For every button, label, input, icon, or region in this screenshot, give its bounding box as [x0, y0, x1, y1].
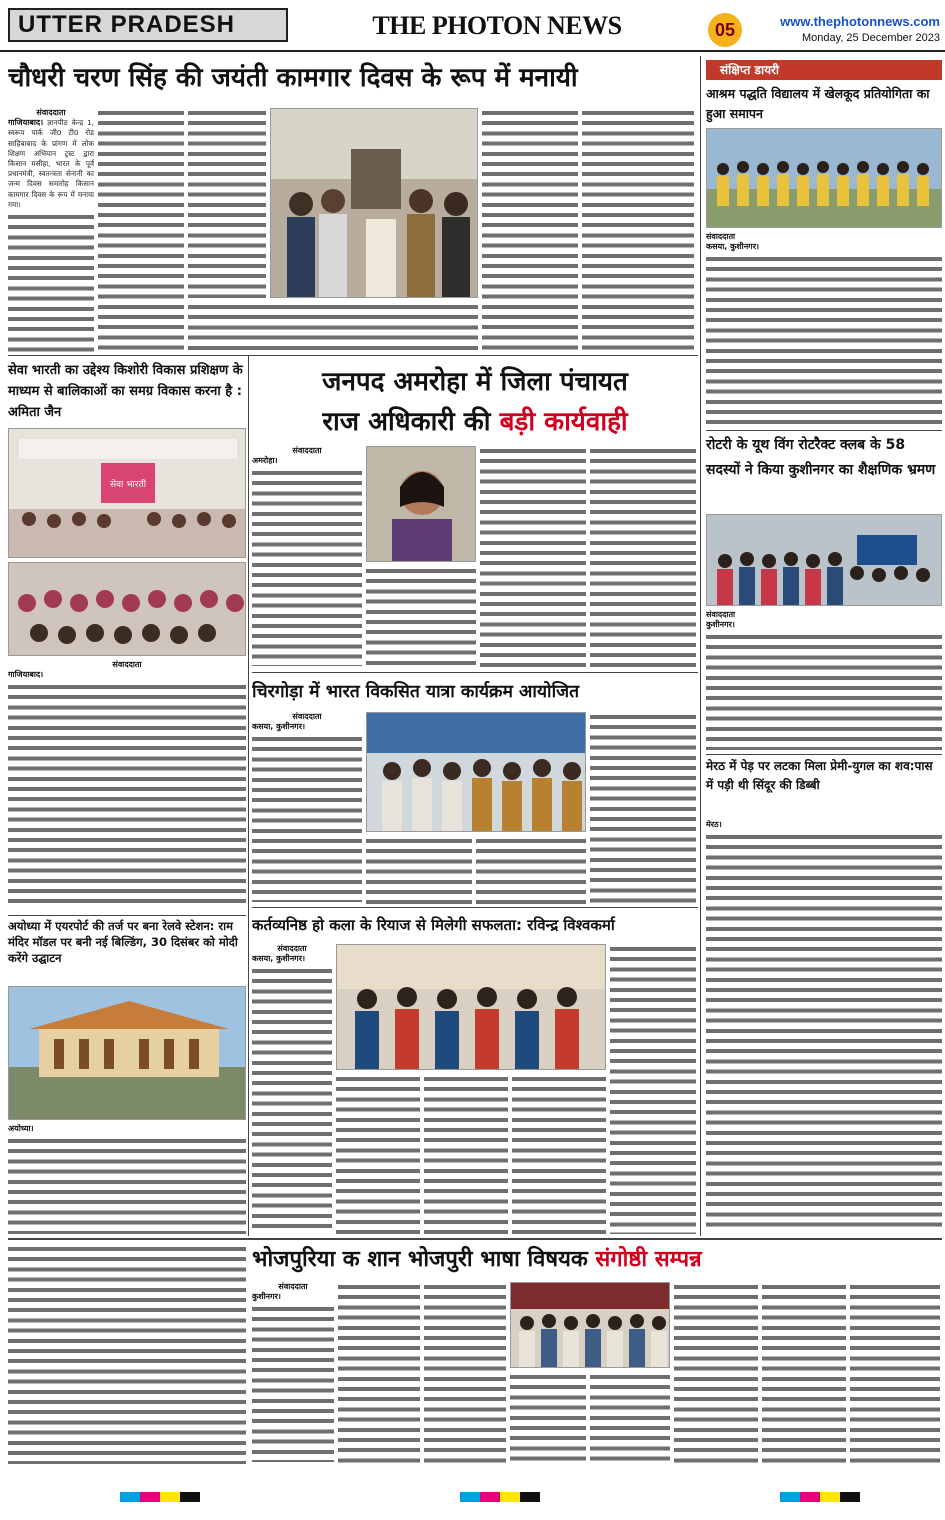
- dateline: संवाददाता: [292, 712, 322, 721]
- chirgoda-column-4: [590, 712, 696, 904]
- text-block: [706, 832, 942, 1232]
- place: कसया, कुशीनगर।: [252, 722, 305, 732]
- print-colour-bar: [0, 1478, 945, 1516]
- headline-accent: बड़ी कार्यवाही: [499, 407, 628, 437]
- kala-column-5: [610, 944, 696, 1234]
- lead-column-5: [482, 108, 578, 352]
- railway-station-illustration: [9, 987, 246, 1120]
- sports-photo: [706, 128, 942, 228]
- section-label: UTTER PRADESH: [8, 8, 288, 42]
- banner-text: सेवा भारती: [109, 480, 147, 490]
- amroha-headline-1: जनपद अमरोहा में जिला पंचायत: [322, 367, 628, 397]
- divider: [252, 907, 698, 908]
- dateline: संवाददाता: [112, 660, 142, 669]
- page-header: [0, 0, 945, 52]
- website-link[interactable]: www.thephotonnews.com: [780, 14, 940, 29]
- issue-date: Monday, 25 December 2023: [802, 32, 940, 44]
- divider: [252, 672, 698, 673]
- ayodhya-continued: [8, 1244, 246, 1464]
- dateline: संवाददाता: [706, 610, 736, 619]
- event-photo-illustration: [367, 713, 586, 832]
- chirgoda-column-3: [476, 836, 586, 904]
- divider: [700, 56, 701, 1236]
- masthead: THE PHOTON NEWS: [372, 11, 622, 40]
- kala-column-2: [336, 1074, 420, 1234]
- place: अमरोहा।: [252, 456, 278, 466]
- lead-body: ज्ञानपीठ केन्द्र 1, स्वरूप पार्क जी0 टी0 रोड साहिबाबाद के प्रांगण में लोक शिक्षण अभियान ट्रस्ट द्वारा किसान मसीहा, भारत के पूर्व प्रधानमंत्री, स्वतन्त्रता सेनानी का जन्म दिवस समारोह किसान कामगार दिवस के रूप में मनाया गया।: [8, 118, 94, 209]
- lead-column-2: [98, 108, 184, 352]
- text-block: [252, 966, 332, 1232]
- place: कुशीनगर।: [252, 1292, 281, 1302]
- seva-photo-2: [8, 562, 246, 656]
- amroha-column-2: [366, 566, 476, 668]
- text-block: [252, 1304, 334, 1462]
- chirgoda-headline: चिरगोड़ा में भारत विकसित यात्रा कार्यक्रम आयोजित: [252, 682, 580, 702]
- headline-accent: संगोष्ठी सम्पन्न: [595, 1247, 702, 1272]
- place: कसया, कुशीनगर।: [252, 954, 305, 964]
- place: मेरठ।: [706, 820, 722, 829]
- bhojpuri-column-4: [510, 1372, 586, 1464]
- text-block: [8, 212, 94, 352]
- place: कसया, कुशीनगर।: [706, 242, 759, 252]
- amroha-officer-photo: [366, 446, 476, 562]
- page-number: 05: [708, 13, 742, 47]
- divider: [8, 355, 698, 356]
- lead-column-1: [8, 108, 94, 352]
- lead-photo: [270, 108, 478, 298]
- sidebar-headline-3: मेरठ में पेड़ पर लटका मिला प्रेमी-युगल का शव:पास में पड़ी थी सिंदूर की डिब्बी: [706, 759, 933, 792]
- group-photo-illustration: [707, 515, 942, 606]
- chirgoda-column-2: [366, 836, 472, 904]
- bhojpuri-column-7: [762, 1282, 846, 1464]
- text-block: [706, 632, 942, 750]
- amroha-headline-2: [252, 402, 698, 442]
- kala-column-3: [424, 1074, 508, 1234]
- divider: [8, 1238, 942, 1240]
- place: गाजियाबाद।: [8, 670, 44, 680]
- dateline: संवाददाता: [278, 1282, 308, 1291]
- text-block: [8, 1136, 246, 1234]
- divider: [706, 430, 942, 431]
- audience-photo-illustration: [9, 563, 246, 656]
- place: अयोध्या।: [8, 1124, 34, 1133]
- sidebar-body-1: [706, 232, 942, 428]
- sidebar-body-3: [706, 820, 942, 1234]
- lead-headline: चौधरी चरण सिंह की जयंती कामगार दिवस के रूप में मनायी: [8, 63, 578, 93]
- event-photo-illustration: [271, 109, 478, 298]
- felicitation-photo-illustration: [337, 945, 606, 1070]
- seva-headline: सेवा भारती का उद्देश्य किशोरी विकास प्रशिक्षण के माध्यम से बालिकाओं का समग्र विकास करना है : अमिता जैन: [8, 363, 243, 420]
- ayodhya-headline: अयोध्या में एयरपोर्ट की तर्ज पर बना रेलवे स्टेशन: राम मंदिर मॉडल पर बनी नई बिल्डिंग, 30 दिसंबर को मोदी करेंगे उद्घाटन: [8, 919, 238, 965]
- bhojpuri-column-1: [252, 1282, 334, 1464]
- bhojpuri-column-8: [850, 1282, 940, 1464]
- divider: [8, 915, 246, 916]
- place: गाजियाबाद।: [8, 118, 44, 128]
- text-block: [252, 468, 362, 666]
- amroha-column-1: [252, 446, 362, 668]
- rotaract-photo: [706, 514, 942, 606]
- divider: [248, 356, 249, 1236]
- bhojpuri-column-2: [338, 1282, 420, 1464]
- text-block: [8, 682, 246, 906]
- chirgoda-photo: [366, 712, 586, 832]
- text-block: [252, 734, 362, 902]
- students-group-illustration: [707, 129, 942, 228]
- bhojpuri-column-5: [590, 1372, 670, 1464]
- portrait-illustration: [367, 447, 476, 562]
- bhojpuri-headline: [252, 1242, 942, 1278]
- kala-column-4: [512, 1074, 606, 1234]
- headline-part: भोजपुरिया क शान भोजपुरी भाषा विषयक: [252, 1247, 596, 1272]
- seminar-group-illustration: [511, 1283, 670, 1368]
- sidebar-tag: संक्षिप्त डायरी: [706, 60, 942, 80]
- bhojpuri-column-6: [674, 1282, 758, 1464]
- ayodhya-body: [8, 1124, 246, 1234]
- lead-column-3: [188, 108, 266, 298]
- place: कुशीनगर।: [706, 620, 735, 630]
- lead-column-6: [582, 108, 694, 352]
- chirgoda-column-1: [252, 712, 362, 904]
- amroha-column-3: [480, 446, 586, 668]
- kala-headline: कर्तव्यनिष्ठ हो कला के रियाज से मिलेगी सफलता: रविन्द्र विश्वकर्मा: [252, 916, 615, 934]
- divider: [706, 754, 942, 755]
- dateline: संवाददाता: [36, 108, 66, 117]
- bhojpuri-photo: [510, 1282, 670, 1368]
- amroha-column-4: [590, 446, 696, 668]
- dateline: संवाददाता: [277, 944, 307, 953]
- seva-body: [8, 660, 246, 910]
- seminar-photo-illustration: [9, 429, 246, 558]
- registration-marks: [0, 1478, 945, 1516]
- headline-part: राज अधिकारी की: [322, 407, 500, 437]
- ayodhya-photo: [8, 986, 246, 1120]
- kala-column-1: [252, 944, 332, 1234]
- seva-photo: [8, 428, 246, 558]
- sidebar-headline-2: रोटरी के यूथ विंग रोटरैक्ट क्लब के 58 सदस्यों ने किया कुशीनगर का शैक्षणिक भ्रमण: [706, 437, 936, 478]
- lead-column-3b: [188, 302, 478, 352]
- text-block: [706, 254, 942, 426]
- dateline: संवाददाता: [706, 232, 736, 241]
- bhojpuri-column-3: [424, 1282, 506, 1464]
- kala-photo: [336, 944, 606, 1070]
- dateline: संवाददाता: [292, 446, 322, 455]
- sidebar-body-2: [706, 610, 942, 752]
- sidebar-headline-1: आश्रम पद्धति विद्यालय में खेलकूद प्रतियोगिता का हुआ समापन: [706, 86, 930, 121]
